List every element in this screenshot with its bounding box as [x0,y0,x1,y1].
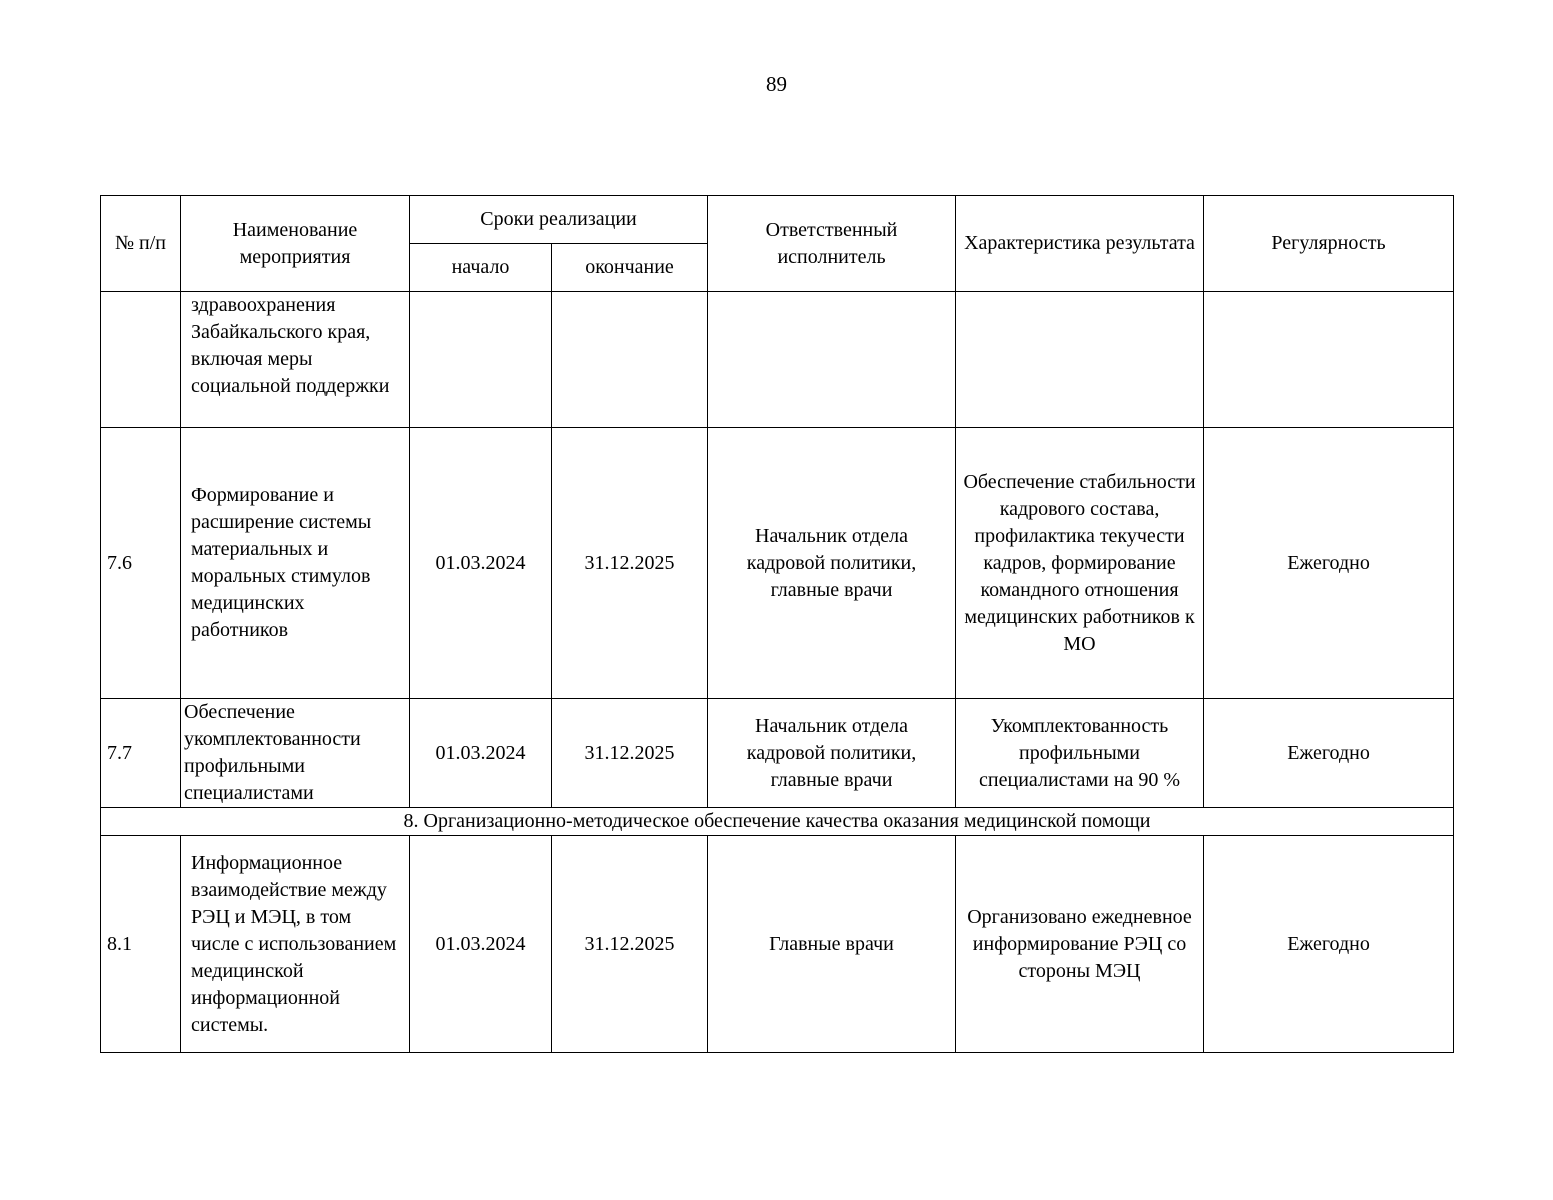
row-name: здравоохранения Забайкальского края, включая меры социальной поддержки [181,292,410,428]
row-result: Обеспечение стабильности кадрового состава, профилактика текучести кадров, формирование командного отношения медицинских работников к МО [956,428,1204,699]
row-name: Формирование и расширение системы материальных и моральных стимулов медицинских работников [181,428,410,699]
header-start: начало [410,244,552,292]
header-period: Сроки реализации [410,196,708,244]
row-end: 31.12.2025 [552,699,708,808]
row-num [101,292,181,428]
row-result: Укомплектованность профильными специалистами на 90 % [956,699,1204,808]
row-regularity [1204,292,1454,428]
row-end [552,292,708,428]
table-row [101,428,1454,699]
row-end: 31.12.2025 [552,428,708,699]
row-regularity: Ежегодно [1204,699,1454,808]
header-num: № п/п [101,196,181,292]
row-num: 8.1 [101,836,181,1053]
section-title: 8. Организационно-методическое обеспечение качества оказания медицинской помощи [101,808,1454,836]
header-name: Наименование мероприятия [181,196,410,292]
activities-table [100,195,1454,1053]
row-start: 01.03.2024 [410,836,552,1053]
row-responsible: Начальник отдела кадровой политики, главные врачи [708,699,956,808]
row-responsible: Главные врачи [708,836,956,1053]
row-end: 31.12.2025 [552,836,708,1053]
row-num: 7.6 [101,428,181,699]
header-responsible: Ответственный исполнитель [708,196,956,292]
table-row [101,699,1454,808]
row-name: Обеспечение укомплектованности профильными специалистами [181,699,410,808]
row-responsible [708,292,956,428]
table-row [101,836,1454,1053]
header-result: Характеристика результата [956,196,1204,292]
row-num: 7.7 [101,699,181,808]
header-end: окончание [552,244,708,292]
row-start [410,292,552,428]
section-row [101,808,1454,836]
header-regularity: Регулярность [1204,196,1454,292]
row-regularity: Ежегодно [1204,428,1454,699]
row-result [956,292,1204,428]
row-start: 01.03.2024 [410,428,552,699]
row-start: 01.03.2024 [410,699,552,808]
page-number: 89 [766,72,787,96]
row-regularity: Ежегодно [1204,836,1454,1053]
table-row [101,292,1454,428]
header-row [101,196,1454,244]
row-responsible: Начальник отдела кадровой политики, главные врачи [708,428,956,699]
row-name: Информационное взаимодействие между РЭЦ и МЭЦ, в том числе с использованием медицинской информационной системы. [181,836,410,1053]
row-result: Организовано ежедневное информирование РЭЦ со стороны МЭЦ [956,836,1204,1053]
